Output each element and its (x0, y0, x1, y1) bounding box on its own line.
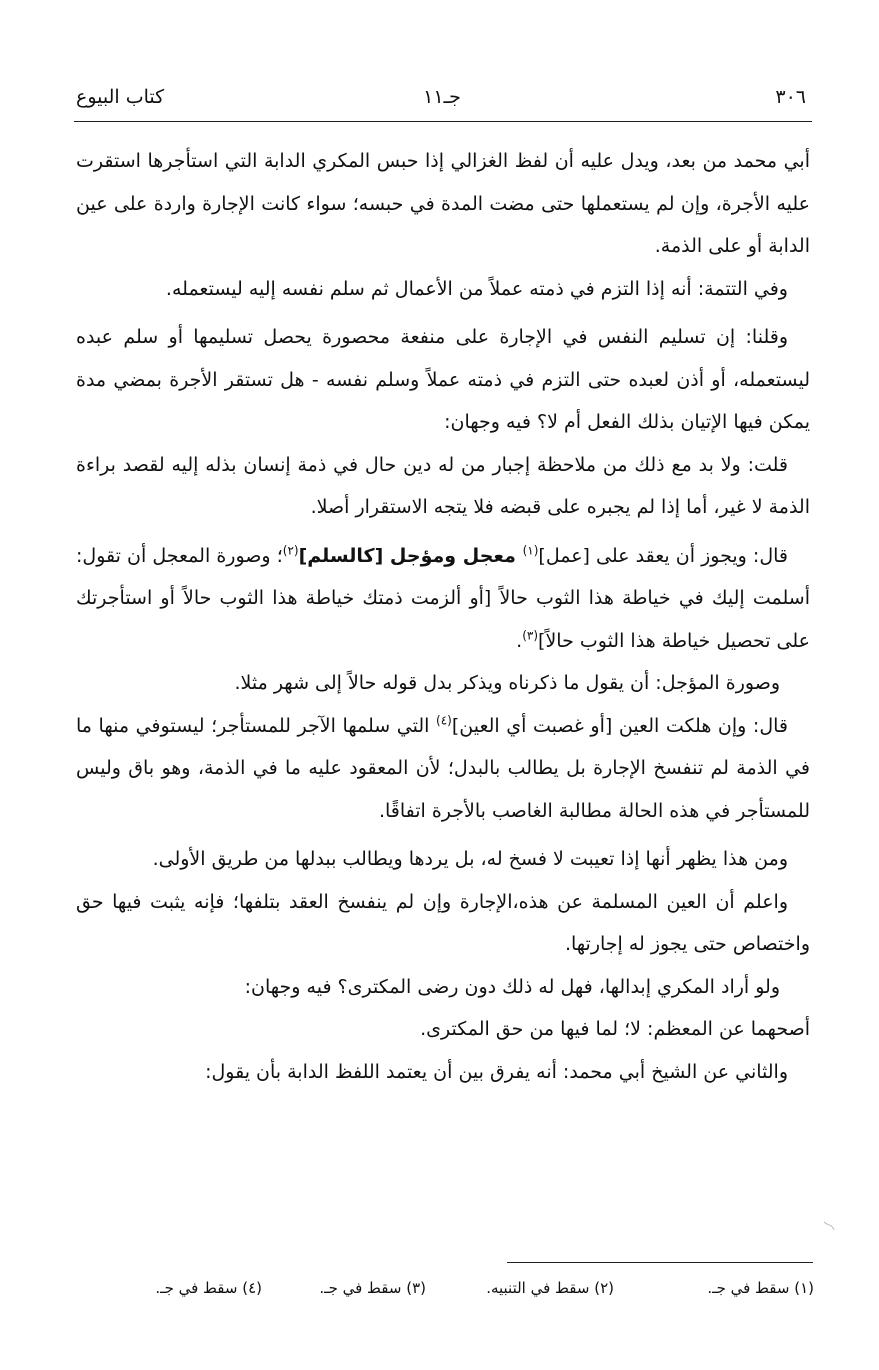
paragraph: والثاني عن الشيخ أبي محمد: أنه يفرق بين أن يعتمد اللفظ الدابة بأن يقول: (205, 1060, 788, 1083)
volume-label: جـ١١ (423, 86, 461, 108)
footnote-2: (٢) سقط في التنبيه. (486, 1279, 614, 1297)
paragraph (76, 705, 810, 833)
text-run: التي سلمها الآجر للمستأجر؛ ليستوفي منها ما في الذمة لم تنفسخ الإجارة بل يطالب بالبدل؛ لأن المعقود عليه ما في الذمة، وهو باق وليس للمستأجر في هذه الحالة مطالبة الغاصب بالأجرة اتفاقًا. (76, 714, 810, 822)
book-title: كتاب البيوع (76, 86, 165, 108)
footnote-ref-4: (٤) (436, 713, 452, 728)
header-rule (74, 121, 812, 122)
paragraph: قلت: ولا بد مع ذلك من ملاحظة إجبار من له دين حال في ذمة إنسان بذله إليه لقصد براءة الذمة لا غير، أما إذا لم يجبره على قبضه فلا يتجه الاستقرار أصلا. (76, 453, 810, 518)
text-run: قال: وإن هلكت العين [أو غصبت أي العين] (451, 714, 788, 737)
text-run: قال: ويجوز أن يعقد على [عمل] (538, 544, 788, 567)
footnotes (96, 1279, 814, 1305)
paragraph: وقلنا: إن تسليم النفس في الإجارة على منفعة محصورة يحصل تسليمها أو سلم عبده ليستعمله، أو أذن لعبده حتى التزم في ذمته عملاً وسلم نفسه - هل تستقر الأجرة بمضي مدة يمكن فيها الإتيان بذلك الفعل أم لا؟ فيه وجهان: (76, 326, 810, 433)
paragraph: وصورة المؤجل: أن يقول ما ذكرناه ويذكر بدل قوله حالاً إلى شهر مثلا. (234, 672, 780, 694)
paragraph: ولو أراد المكري إبدالها، فهل له ذلك دون رضى المكترى؟ فيه وجهان: (244, 975, 780, 998)
text-run: . (516, 629, 523, 652)
footnote-rule (507, 1262, 813, 1263)
paragraph: وفي التتمة: أنه إذا التزم في ذمته عملاً من الأعمال ثم سلم نفسه إليه ليستعمله. (165, 277, 788, 300)
paragraph: أبي محمد من بعد، ويدل عليه أن لفظ الغزالي إذا حبس المكري الدابة التي استأجرها استقرت عليه الأجرة، وإن لم يستعملها حتى مضت المدة في حبسه؛ سواء كانت الإجارة واردة على عين الدابة أو على الذمة. (76, 150, 810, 257)
footnote-4: (٤) سقط في جـ. (155, 1279, 262, 1297)
running-header (74, 84, 810, 118)
main-text (76, 140, 810, 1093)
bold-text-run: معجل ومؤجل [كالسلم] (298, 544, 523, 567)
text-run: ؛ وصورة المعجل أن تقول: أسلمت إليك في خياطة هذا الثوب حالاً [أو ألزمت ذمتك خياطة هذا الثوب حالاً أو استأجرتك على تحصيل خياطة هذا الثوب حالاً] (76, 544, 810, 652)
footnote-1: (١) سقط في جـ. (707, 1279, 814, 1297)
page-number: ٣٠٦ (775, 86, 806, 108)
paragraph: واعلم أن العين المسلمة عن هذه،الإجارة وإن لم ينفسخ العقد بتلفها؛ فإنه يثبت فيها حق واختصاص حتى يجوز له إجارتها. (76, 890, 810, 955)
footnote-3: (٣) سقط في جـ. (319, 1279, 426, 1297)
margin-mark (820, 1218, 838, 1238)
footnote-ref-2: (٢) (282, 543, 299, 558)
paragraph (76, 535, 810, 663)
footnote-ref-1: (١) (522, 543, 539, 558)
paragraph: ومن هذا يظهر أنها إذا تعيبت لا فسخ له، بل يردها ويطالب ببدلها من طريق الأولى. (152, 848, 788, 870)
footnote-ref-3: (٣) (522, 628, 539, 643)
paragraph: أصحهما عن المعظم: لا؛ لما فيها من حق المكترى. (420, 1018, 810, 1040)
